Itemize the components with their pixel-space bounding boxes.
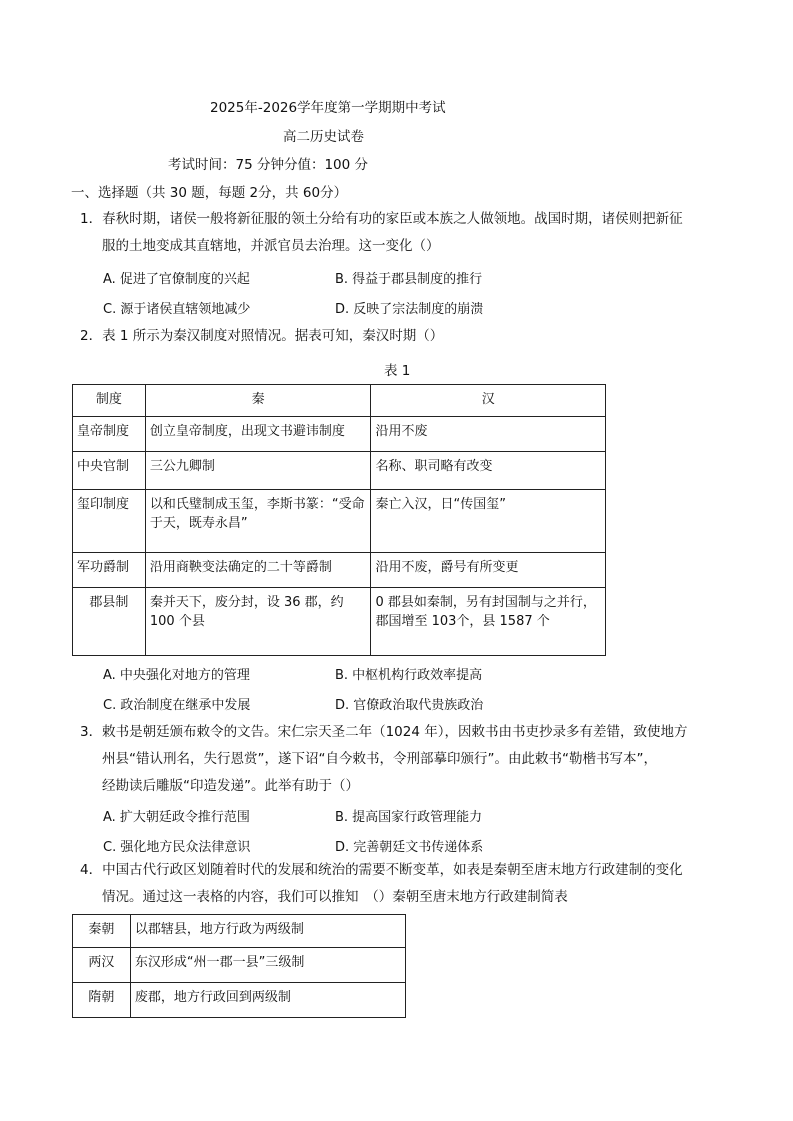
table-cell: 沿用不废，爵号有所变更 xyxy=(371,552,606,587)
q2-option-d[interactable]: D. 官僚政治取代贵族政治 xyxy=(335,698,484,713)
table-cell: 皇帝制度 xyxy=(73,416,146,451)
q3-option-a[interactable]: A. 扩大朝廷政令推行范围 xyxy=(103,810,250,825)
exam-info: 考试时间：75 分钟分值：100 分 xyxy=(168,157,369,173)
q1-stem-line2: 服的土地变成其直辖地，并派官员去治理。这一变化（） xyxy=(102,238,440,254)
q2-option-b[interactable]: B. 中枢机构行政效率提高 xyxy=(335,668,483,683)
exam-subtitle: 高二历史试卷 xyxy=(283,129,364,145)
q3-stem-line1: 3．敕书是朝廷颁布敕令的文告。宋仁宗天圣二年（1024 年），因敕书由书吏抄录多有差错，致使地方 xyxy=(80,724,688,740)
q1-option-c[interactable]: C. 源于诸侯直辖领地减少 xyxy=(103,302,251,317)
table-cell: 隋朝 xyxy=(73,983,131,1018)
table-cell: 以和氏璧制成玉玺，李斯书篆：“受命于天，既寿永昌” xyxy=(145,489,371,552)
q2-option-a[interactable]: A. 中央强化对地方的管理 xyxy=(103,668,250,683)
q1-option-a[interactable]: A. 促进了官僚制度的兴起 xyxy=(103,272,250,287)
table-cell: 两汉 xyxy=(73,948,131,983)
section-heading: 一、选择题（共 30 题，每题 2分，共 60分） xyxy=(71,185,348,201)
table-cell: 秦并天下，废分封，设 36 郡，约 100 个县 xyxy=(145,587,371,655)
table-cell: 郡县制 xyxy=(73,587,146,655)
q3-option-b[interactable]: B. 提高国家行政管理能力 xyxy=(335,810,483,825)
table-header-row xyxy=(73,385,606,417)
q2-option-c[interactable]: C. 政治制度在继承中发展 xyxy=(103,698,251,713)
table1-caption: 表 1 xyxy=(384,363,411,379)
q4-stem-line2: 情况。通过这一表格的内容，我们可以推知 （）秦朝至唐末地方行政建制简表 xyxy=(102,889,568,905)
q3-stem-line3: 经勘读后雕版“印造发递”。此举有助于（） xyxy=(102,778,359,794)
q2-stem: 2．表 1 所示为秦汉制度对照情况。据表可知，秦汉时期（） xyxy=(80,328,444,344)
table-cell: 沿用不废 xyxy=(371,416,606,451)
table-row xyxy=(73,416,606,451)
table-row xyxy=(73,915,406,948)
table-cell: 创立皇帝制度，出现文书避讳制度 xyxy=(145,416,371,451)
q3-option-c[interactable]: C. 强化地方民众法律意识 xyxy=(103,840,251,855)
table-row xyxy=(73,552,606,587)
table-cell: 废郡，地方行政回到两级制 xyxy=(130,983,405,1018)
table-row xyxy=(73,948,406,983)
q1-option-d[interactable]: D. 反映了宗法制度的崩溃 xyxy=(335,302,484,317)
table-row xyxy=(73,489,606,552)
table-cell: 中央官制 xyxy=(73,451,146,489)
q1-stem-line1: 1．春秋时期，诸侯一般将新征服的领土分给有功的家臣或本族之人做领地。战国时期，诸侯则把新征 xyxy=(80,211,683,227)
table-cell: 三公九卿制 xyxy=(145,451,371,489)
table-cell: 秦亡入汉，日“传国玺” xyxy=(371,489,606,552)
q4-stem-line1: 4．中国古代行政区划随着时代的发展和统治的需要不断变革，如表是秦朝至唐末地方行政建制的变化 xyxy=(80,862,683,878)
table-cell: 以郡辖县，地方行政为两级制 xyxy=(130,915,405,948)
table-header-cell: 制度 xyxy=(73,385,146,417)
table-cell: 东汉形成“州一郡一县”三级制 xyxy=(130,948,405,983)
table-cell: 玺印制度 xyxy=(73,489,146,552)
table-cell: 名称、职司略有改变 xyxy=(371,451,606,489)
table-qin-han xyxy=(72,384,606,656)
q3-stem-line2: 州县“错认刑名，失行恩赏”，遂下诏“自今敕书，令刑部摹印颁行”。由此敕书“勒楷书写本”， xyxy=(102,751,657,767)
q3-option-d[interactable]: D. 完善朝廷文书传递体系 xyxy=(335,840,484,855)
table-header-cell: 汉 xyxy=(371,385,606,417)
table-header-cell: 秦 xyxy=(145,385,371,417)
table-row xyxy=(73,983,406,1018)
table-cell: 0 郡县如秦制，另有封国制与之并行，郡国增至 103个，县 1587 个 xyxy=(371,587,606,655)
table-admin-system xyxy=(72,914,406,1018)
table-cell: 沿用商鞅变法确定的二十等爵制 xyxy=(145,552,371,587)
table-cell: 秦朝 xyxy=(73,915,131,948)
q1-option-b[interactable]: B. 得益于郡县制度的推行 xyxy=(335,272,483,287)
exam-title: 2025年-2026学年度第一学期期中考试 xyxy=(210,100,446,116)
table-row xyxy=(73,451,606,489)
table-row xyxy=(73,587,606,655)
table-cell: 军功爵制 xyxy=(73,552,146,587)
